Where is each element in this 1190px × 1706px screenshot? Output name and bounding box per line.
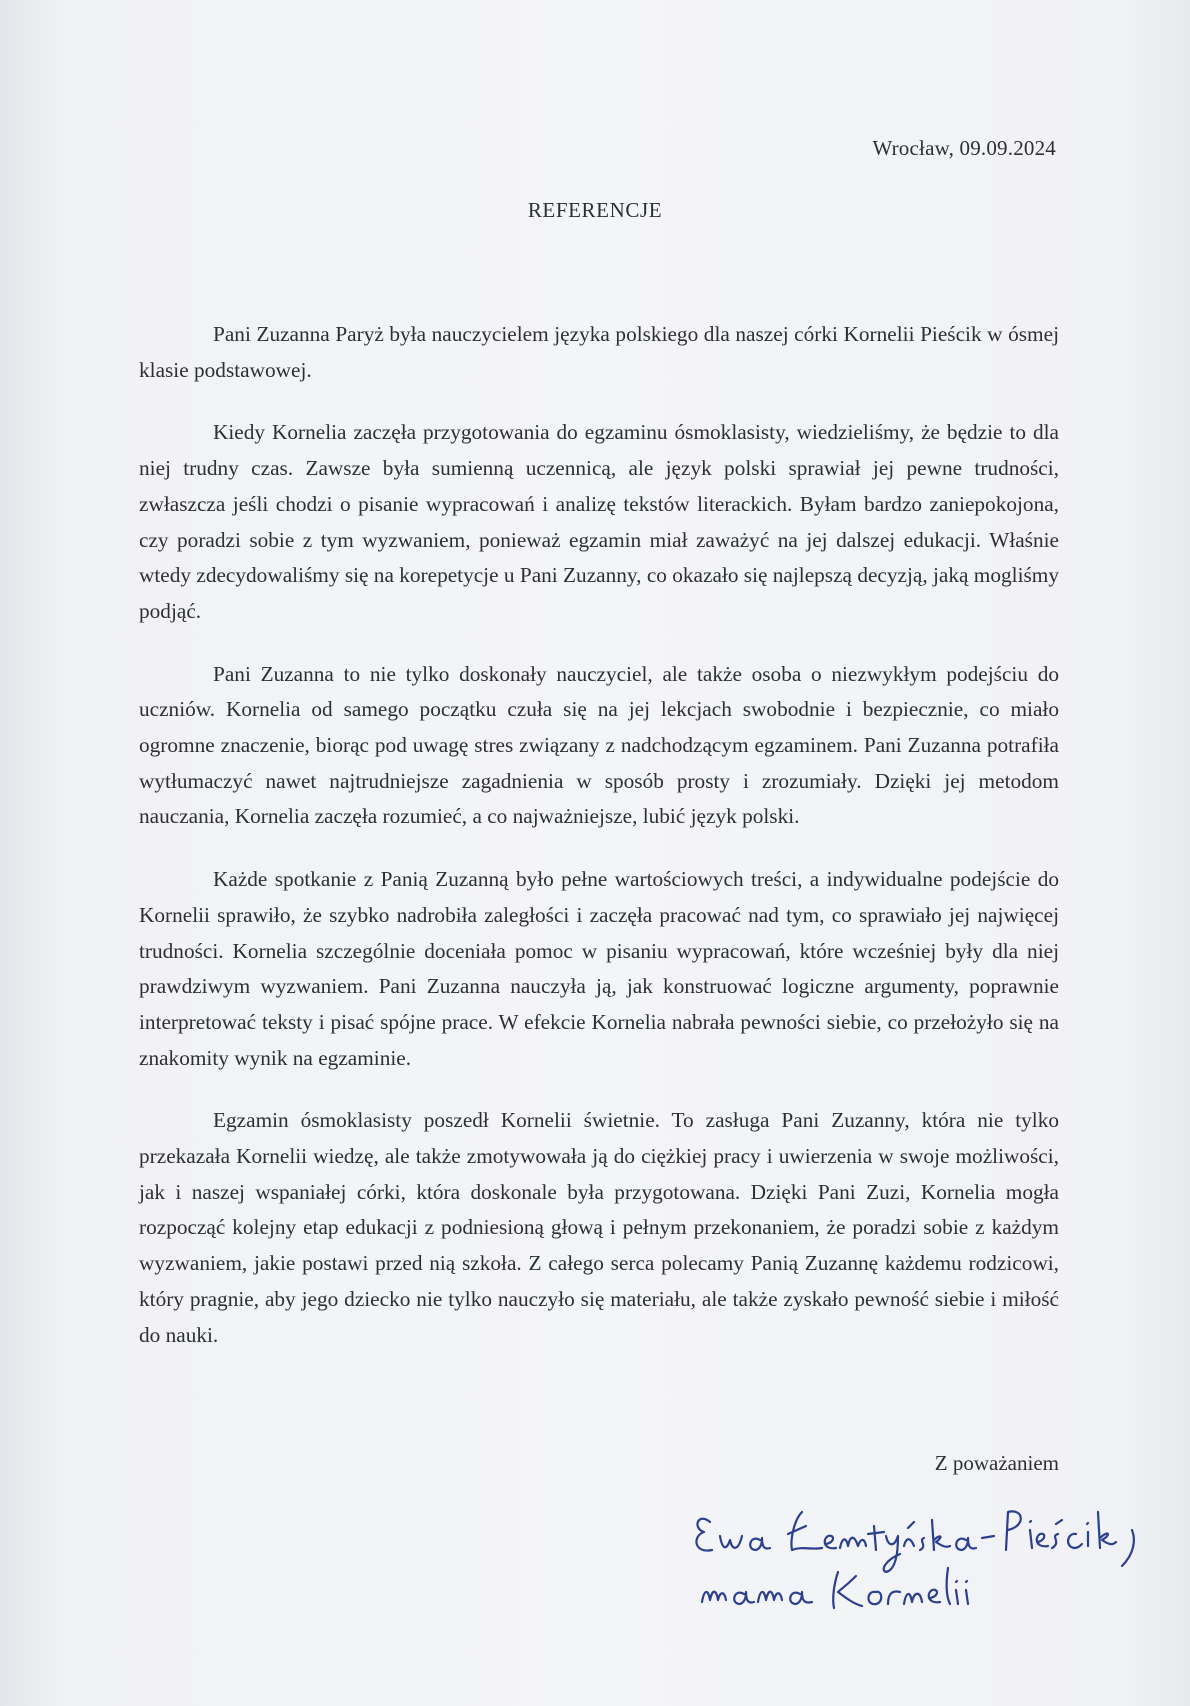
- letter-body: [139, 317, 1059, 1380]
- handwritten-signature: [690, 1490, 1150, 1640]
- paragraph-teaching-approach: Pani Zuzanna to nie tylko doskonały nauczyciel, ale także osoba o niezwykłym podejściu do uczniów. Kornelia od samego początku czuła się na jej lekcjach swobodnie i bezpiecznie, co miało ogromne znaczenie, biorąc pod uwagę stres związany z nadchodzącym egzaminem. Pani Zuzanna potrafiła wytłumaczyć nawet najtrudniejsze zagadnienia w sposób prosty i zrozumiały. Dzięki jej metodom nauczania, Kornelia zaczęła rozumieć, a co najważniejsze, lubić język polski.: [139, 661, 1059, 829]
- place-and-date: Wrocław, 09.09.2024: [872, 136, 1056, 160]
- paragraph-intro: Pani Zuzanna Paryż była nauczycielem języka polskiego dla naszej córki Kornelii Pieścik w ósmej klasie podstawowej.: [139, 322, 1059, 382]
- signature-line-2: [702, 1568, 968, 1608]
- closing-salutation: Z poważaniem: [934, 1451, 1059, 1475]
- paragraph-result-recommendation: Egzamin ósmoklasisty poszedł Kornelii świetnie. To zasługa Pani Zuzanny, która nie tylko przekazała Kornelii wiedzę, ale także zmotywowała ją do ciężkiej pracy i uwierzenia w swoje możliwości, jak i naszej wspaniałej córki, która doskonale była przygotowana. Dzięki Pani Zuzi, Kornelia mogła rozpocząć kolejny etap edukacji z podniesioną głową i pełnym przekonaniem, że poradzi sobie z każdym wyzwaniem, jakie postawi przed nią szkoła. Z całego serca polecamy Panią Zuzannę każdemu rodzicowi, który pragnie, aby jego dziecko nie tylko nauczyło się materiału, ale także zyskało pewność siebie i miłość do nauki.: [139, 1108, 1059, 1347]
- document-title: REFERENCJE: [527, 198, 663, 222]
- signature-line-1: [696, 1511, 1133, 1572]
- paragraph-lessons: Każde spotkanie z Panią Zuzanną było pełne wartościowych treści, a indywidualne podejście do Kornelii sprawiło, że szybko nadrobiła zaległości i zaczęła pracować nad tym, co sprawiało jej najwięcej trudności. Kornelia szczególnie doceniała pomoc w pisaniu wypracowań, które wcześniej były dla niej prawdziwym wyzwaniem. Pani Zuzanna nauczyła ją, jak konstruować logiczne argumenty, poprawnie interpretować teksty i pisać spójne prace. W efekcie Kornelia nabrała pewności siebie, co przełożyło się na znakomity wynik na egzaminie.: [139, 867, 1059, 1070]
- paragraph-exam-preparation: Kiedy Kornelia zaczęła przygotowania do egzaminu ósmoklasisty, wiedzieliśmy, że będzie to dla niej trudny czas. Zawsze była sumienną uczennicą, ale język polski sprawiał jej pewne trudności, zwłaszcza jeśli chodzi o pisanie wypracowań i analizę tekstów literackich. Byłam bardzo zaniepokojona, czy poradzi sobie z tym wyzwaniem, ponieważ egzamin miał zaważyć na jej dalszej edukacji. Właśnie wtedy zdecydowaliśmy się na korepetycje u Pani Zuzanny, co okazało się najlepszą decyzją, jaką mogliśmy podjąć.: [139, 420, 1059, 623]
